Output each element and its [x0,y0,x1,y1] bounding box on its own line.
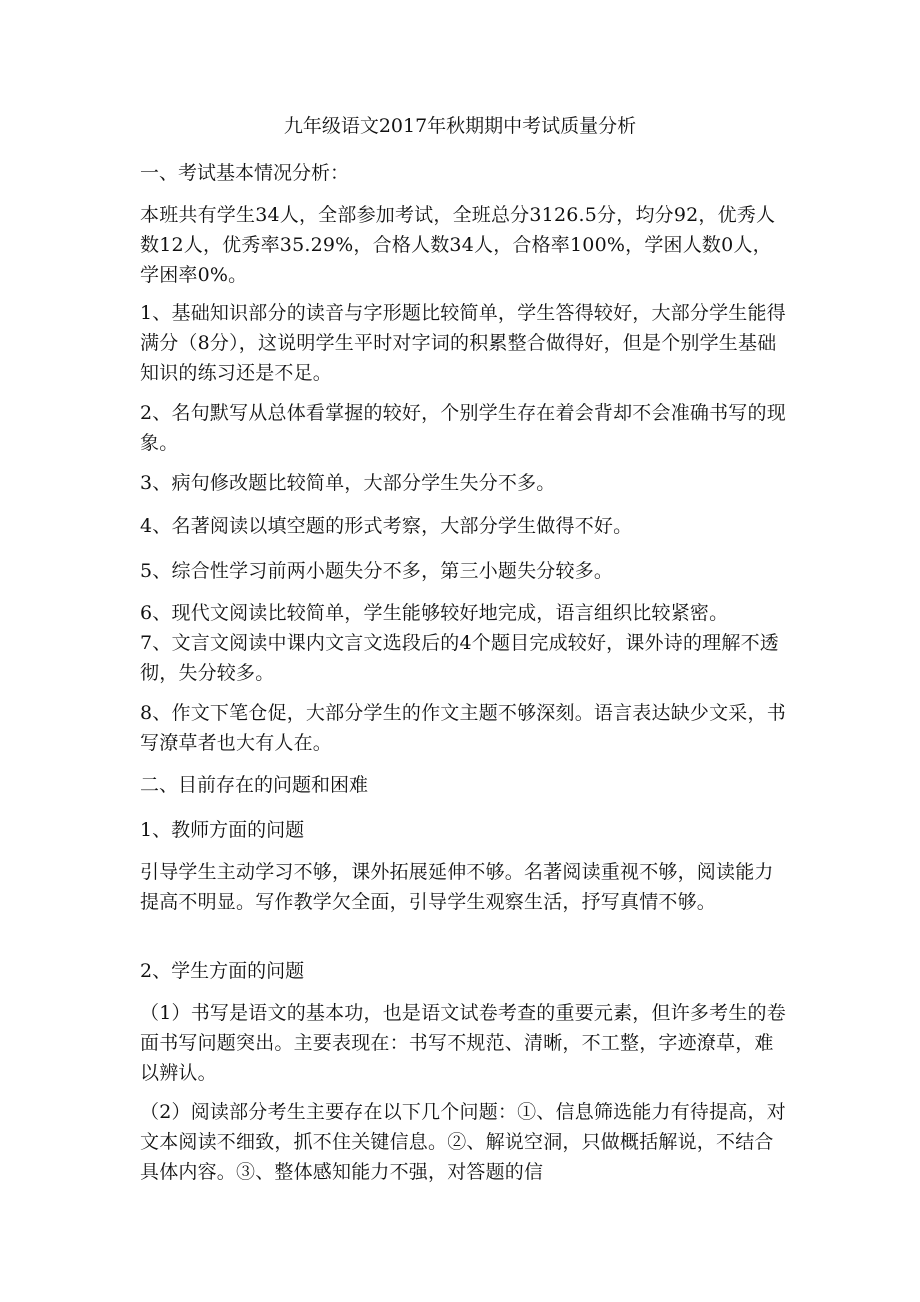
analysis-item-6: 6、现代文阅读比较简单，学生能够较好地完成，语言组织比较紧密。 [140,602,729,624]
analysis-item-3: 3、病句修改题比较简单，大部分学生失分不多。 [140,472,556,494]
student-problem-1: （1）书写是语文的基本功，也是语文试卷考查的重要元素，但许多考生的卷面书写问题突出。主要表现在：书写不规范、清晰，不工整，字迹潦草，难以辨认。 [140,1002,786,1084]
analysis-item-8: 8、作文下笔仓促，大部分学生的作文主题不够深刻。语言表达缺少文采，书写潦草者也大有人在。 [140,702,786,754]
document-title: 九年级语文2017年秋期期中考试质量分析 [283,115,637,137]
analysis-item-2: 2、名句默写从总体看掌握的较好，个别学生存在着会背却不会准确书写的现象。 [140,402,786,454]
student-problem-2: （2）阅读部分考生主要存在以下几个问题：①、信息筛选能力有待提高，对文本阅读不细致，抓不住关键信息。②、解说空洞，只做概括解说，不结合具体内容。③、整体感知能力不强，对答题的信 [140,1101,786,1183]
student-problems-heading: 2、学生方面的问题 [140,960,305,982]
analysis-item-5: 5、综合性学习前两小题失分不多，第三小题失分较多。 [140,560,614,582]
section-heading-overview: 一、考试基本情况分析： [140,162,350,184]
section-heading-problems: 二、目前存在的问题和困难 [140,774,369,796]
analysis-item-1: 1、基础知识部分的读音与字形题比较简单，学生答得较好，大部分学生能得满分（8分），这说明学生平时对字词的积累整合做得好，但是个别学生基础知识的练习还是不足。 [140,302,786,384]
analysis-item-7: 7、文言文阅读中课内文言文选段后的4个题目完成较好，课外诗的理解不透彻，失分较多。 [140,632,779,684]
overview-paragraph: 本班共有学生34人，全部参加考试，全班总分3126.5分，均分92，优秀人数12人，优秀率35.29%，合格人数34人，合格率100%，学困人数0人，学困率0%。 [140,204,776,286]
analysis-item-4: 4、名著阅读以填空题的形式考察，大部分学生做得不好。 [140,515,633,537]
teacher-problems-text: 引导学生主动学习不够，课外拓展延伸不够。名著阅读重视不够，阅读能力提高不明显。写作教学欠全面，引导学生观察生活，抒写真情不够。 [140,861,774,913]
teacher-problems-heading: 1、教师方面的问题 [140,819,305,841]
